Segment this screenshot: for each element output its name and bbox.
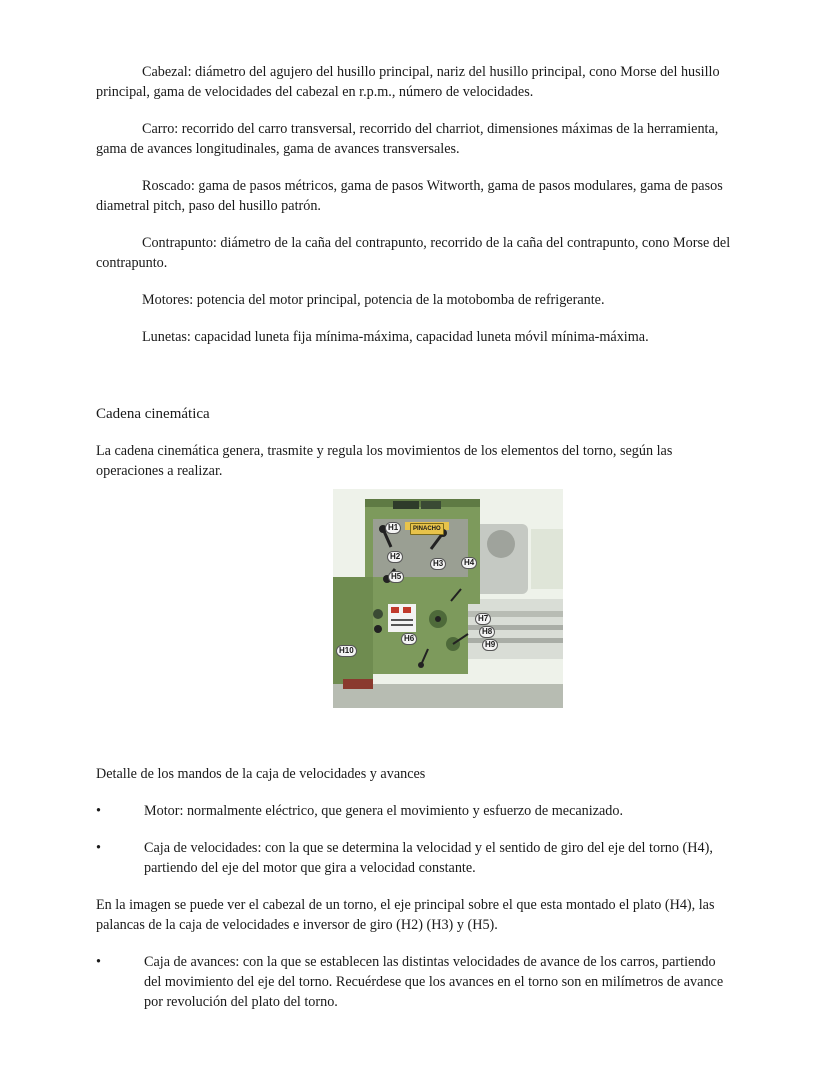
explanation-paragraph: En la imagen se puede ver el cabezal de un torno, el eje principal sobre el que esta montado el plato (H4), las palancas de la caja de velocidades e inversor de giro (H2) (H3) y (H5). bbox=[96, 897, 715, 933]
section-heading: Cadena cinemática bbox=[96, 406, 210, 422]
label-h1: H1 bbox=[385, 522, 401, 534]
label-h8: H8 bbox=[479, 626, 495, 638]
paragraph-lunetas: Lunetas: capacidad luneta fija mínima-máxima, capacidad luneta móvil mínima-máxima. bbox=[142, 329, 649, 345]
brand-plate: PINACHO bbox=[410, 523, 444, 535]
label-h5: H5 bbox=[388, 571, 404, 583]
bullet-icon: • bbox=[96, 803, 101, 819]
bullet-icon: • bbox=[96, 954, 101, 970]
bullet-text: Caja de velocidades: con la que se determina la velocidad y el sentido de giro del eje del torno (H4), partiendo del eje del motor que gira a velocidad constante. bbox=[144, 840, 713, 876]
paragraph-contrapunto: Contrapunto: diámetro de la caña del contrapunto, recorrido de la caña del contrapunto, cono Morse del contrapunto. bbox=[96, 235, 731, 271]
bullet-text: Caja de avances: con la que se establecen las distintas velocidades de avance de los carros, partiendo del movimiento del eje del torno. Recuérdese que los avances en el torno son en milímetros de avance por revolución del plato del torno. bbox=[144, 954, 724, 1010]
paragraph-motores: Motores: potencia del motor principal, potencia de la motobomba de refrigerante. bbox=[142, 292, 605, 308]
detail-heading: Detalle de los mandos de la caja de velocidades y avances bbox=[96, 766, 426, 782]
paragraph-carro: Carro: recorrido del carro transversal, recorrido del charriot, dimensiones máximas de la herramienta, gama de avances longitudinales, gama de avances transversales. bbox=[96, 121, 719, 157]
label-h2: H2 bbox=[387, 551, 403, 563]
bullet-icon: • bbox=[96, 840, 101, 856]
label-h10: H10 bbox=[336, 645, 357, 657]
label-h7: H7 bbox=[475, 613, 491, 625]
lathe-illustration bbox=[333, 489, 563, 708]
label-h6: H6 bbox=[401, 633, 417, 645]
label-h4: H4 bbox=[461, 557, 477, 569]
paragraph-roscado: Roscado: gama de pasos métricos, gama de pasos Witworth, gama de pasos modulares, gama de pasos diametral pitch, paso del husillo patrón. bbox=[96, 178, 723, 214]
label-h9: H9 bbox=[482, 639, 498, 651]
paragraph-cabezal: Cabezal: diámetro del agujero del husillo principal, nariz del husillo principal, cono Morse del husillo principal, gama de velocidades del cabezal en r.p.m., número de velocidades. bbox=[96, 64, 720, 100]
lathe-headstock-image bbox=[333, 489, 563, 708]
bullet-text: Motor: normalmente eléctrico, que genera el movimiento y esfuerzo de mecanizado. bbox=[144, 803, 624, 819]
label-h3: H3 bbox=[430, 558, 446, 570]
section-intro: La cadena cinemática genera, trasmite y regula los movimientos de los elementos del torno, según las operaciones a realizar. bbox=[96, 443, 673, 479]
